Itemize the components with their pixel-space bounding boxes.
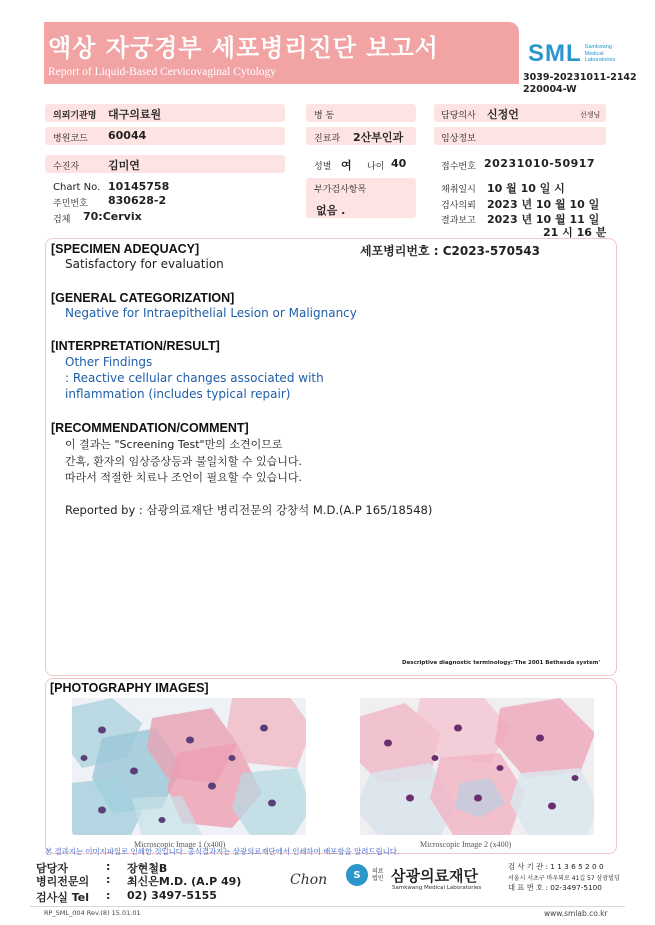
adequacy-heading: [SPECIMEN ADEQUACY] bbox=[51, 242, 200, 256]
chart-value: 10145758 bbox=[108, 180, 170, 193]
microscopic-image-2 bbox=[360, 698, 594, 835]
report-subtitle: Report of Liquid-Based Cervicovaginal Cytology bbox=[48, 66, 277, 78]
rrn-label: 주민번호 bbox=[53, 199, 88, 209]
bottom-divider bbox=[30, 906, 625, 907]
adequacy-text: Satisfactory for evaluation bbox=[65, 257, 224, 271]
colon: : bbox=[106, 889, 111, 902]
logo-mark: SML bbox=[528, 40, 582, 67]
patient-value: 김미연 bbox=[108, 159, 140, 172]
logo-subtitle: Samkwang Medical Laboratories bbox=[584, 44, 616, 64]
bethesda-note: Descriptive diagnostic terminology:'The 2001 Bethesda system' bbox=[402, 660, 601, 666]
org-tag: 의료 법인 bbox=[372, 868, 384, 882]
interpretation-line2: : Reactive cellular changes associated with bbox=[65, 371, 324, 385]
report-title: 액상 자궁경부 세포병리진단 보고서 bbox=[48, 34, 439, 62]
chart-label: Chart No. bbox=[53, 182, 101, 193]
request-label: 검사의뢰 bbox=[441, 201, 476, 211]
request-value: 2023 년 10 월 10 일 bbox=[487, 198, 600, 211]
collect-label: 채취일시 bbox=[441, 185, 476, 195]
org-emblem-icon: S bbox=[346, 864, 368, 886]
website-link[interactable]: www.smlab.co.kr bbox=[544, 909, 608, 918]
general-text: Negative for Intraepithelial Lesion or Malignancy bbox=[65, 306, 357, 320]
lab-id: 검 사 기 관 : 1 1 3 6 5 2 0 0 bbox=[508, 862, 604, 871]
colon: : bbox=[106, 860, 111, 873]
reported-by: Reported by : 삼광의료재단 병리전문의 강창석 M.D.(A.P 165/18548) bbox=[65, 503, 433, 517]
recommendation-heading: [RECOMMENDATION/COMMENT] bbox=[51, 421, 249, 435]
colon: : bbox=[106, 873, 111, 886]
barcode-id-line2: 220004-W bbox=[523, 84, 577, 95]
result-value: 2023 년 10 월 11 일 bbox=[487, 213, 600, 226]
doctor-value: 신정언 bbox=[487, 108, 519, 121]
recommendation-line3: 따라서 적절한 치료나 조언이 필요할 수 있습니다. bbox=[65, 471, 302, 484]
age-label: 나이 bbox=[367, 162, 385, 172]
tech-label: 담당자 bbox=[36, 862, 68, 875]
interpretation-line3: inflammation (includes typical repair) bbox=[65, 387, 291, 401]
hospital-code-label: 병원코드 bbox=[53, 134, 88, 144]
clinical-label: 임상정보 bbox=[441, 134, 476, 144]
doctor-label: 담당의사 bbox=[441, 111, 476, 121]
extra-value: 없음 . bbox=[316, 204, 346, 217]
image-1-caption: Microscopic Image 1 (x400) bbox=[134, 840, 226, 849]
cytology-number: 세포병리번호 : C2023-570543 bbox=[360, 244, 540, 258]
collect-value: 10 월 10 일 시 bbox=[487, 182, 565, 195]
barcode-id-line1: 3039-20231011-2142 bbox=[523, 72, 637, 83]
result-label: 결과보고 bbox=[441, 216, 476, 226]
org-name: 삼광의료재단 bbox=[391, 866, 478, 885]
exam-label: 검체 bbox=[53, 215, 71, 225]
patient-pill bbox=[45, 155, 285, 173]
general-heading: [GENERAL CATEGORIZATION] bbox=[51, 291, 235, 305]
age-value: 40 bbox=[391, 157, 407, 170]
patient-label: 수진자 bbox=[53, 162, 80, 172]
org-phone: 대 표 번 호 : 02-3497-5100 bbox=[508, 883, 602, 892]
recommendation-line1: 이 결과는 "Screening Test"만의 소견이므로 bbox=[65, 438, 283, 451]
print-notice: 본 결과지는 이미지파일로 인쇄한 것입니다. 공식결과지는 삼광의료재단에서 인쇄하여 배포함을 알려드립니다. bbox=[45, 847, 400, 856]
image-2-caption: Microscopic Image 2 (x400) bbox=[420, 840, 512, 849]
signature: Chon bbox=[290, 872, 328, 888]
receipt-label: 접수번호 bbox=[441, 162, 476, 172]
interpretation-heading: [INTERPRETATION/RESULT] bbox=[51, 339, 220, 353]
dept-value: 2산부인과 bbox=[353, 131, 404, 144]
tel-value: 02) 3497-5155 bbox=[127, 889, 217, 902]
interpretation-line1: Other Findings bbox=[65, 355, 153, 369]
tel-label: 검사실 Tel bbox=[36, 891, 89, 904]
hospital-code-value: 60044 bbox=[108, 129, 147, 142]
org-address: 서울시 서초구 바우뫼로 41길 57 삼광빌딩 bbox=[508, 875, 620, 882]
recommendation-line2: 간혹, 환자의 임상증상등과 불일치할 수 있습니다. bbox=[65, 455, 302, 468]
ward-label: 병 동 bbox=[314, 111, 335, 121]
hospital-value: 대구의료원 bbox=[108, 108, 162, 121]
pathologist-label: 병리전문의 bbox=[36, 875, 90, 888]
doctor-suffix: 선생님 bbox=[580, 111, 601, 119]
photo-heading: [PHOTOGRAPHY IMAGES] bbox=[50, 681, 209, 695]
sml-logo bbox=[528, 40, 625, 68]
form-code: RP_SML_004 Rev.(8) 15.01.01 bbox=[44, 909, 141, 917]
sex-label: 성별 bbox=[314, 162, 332, 172]
tech-value: 장현철B bbox=[127, 862, 168, 875]
org-logo bbox=[346, 864, 478, 886]
org-name-en: Samkwang Medical Laboratories bbox=[392, 885, 482, 891]
microscopic-image-1 bbox=[72, 698, 306, 835]
rrn-value: 830628-2 bbox=[108, 194, 167, 207]
dept-label: 진료과 bbox=[314, 134, 341, 144]
sex-value: 여 bbox=[341, 159, 352, 172]
exam-value: 70:Cervix bbox=[83, 210, 142, 223]
result-time: 21 시 16 분 bbox=[543, 226, 607, 239]
receipt-value: 20231010-50917 bbox=[484, 157, 596, 170]
pathologist-value: 최신은M.D. (A.P 49) bbox=[127, 875, 242, 888]
extra-label: 부가검사항목 bbox=[314, 185, 367, 195]
hospital-label: 의뢰기관명 bbox=[53, 111, 97, 121]
